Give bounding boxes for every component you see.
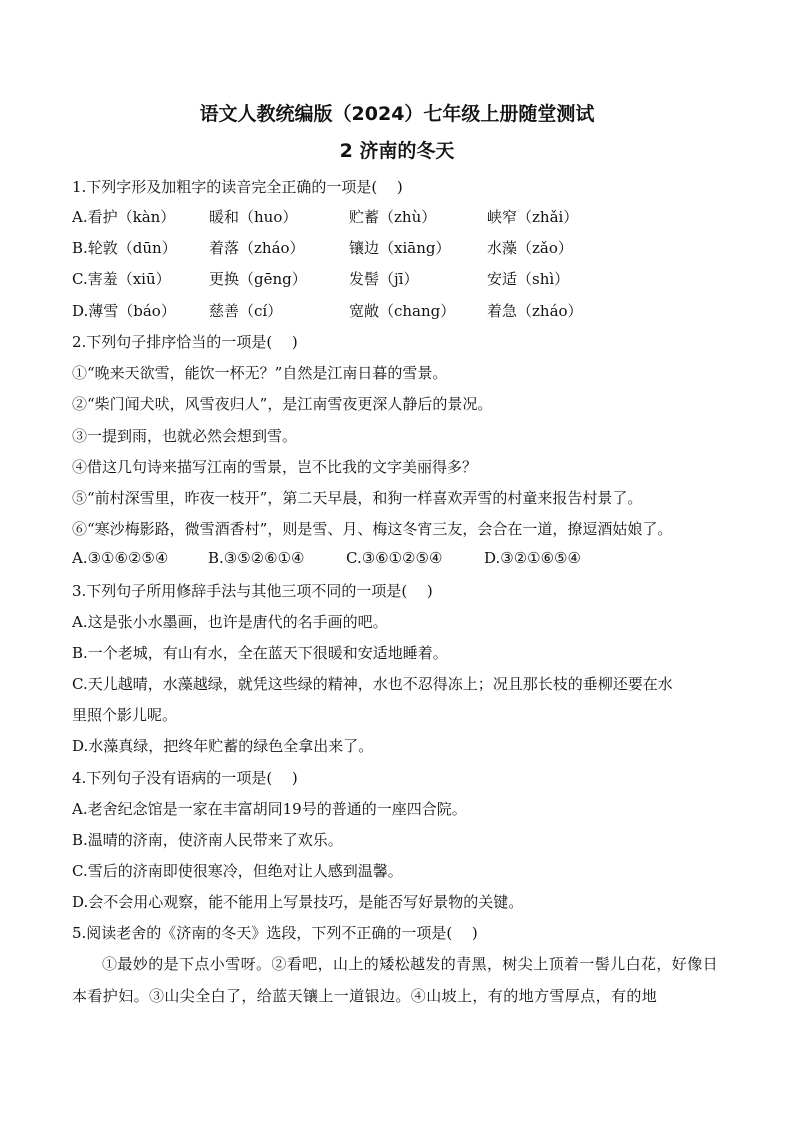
q1-cell: 宽敞（chang）	[349, 302, 456, 320]
q2-option: B.③⑤②⑥①④	[208, 549, 305, 567]
q1-cell: D.薄雪（báo）	[72, 302, 176, 320]
q2-option: D.③②①⑥⑤④	[484, 549, 581, 567]
q1-cell: 安适（shì）	[487, 270, 570, 288]
q4-option: C.雪后的济南即使很寒冷，但绝对让人感到温馨。	[72, 862, 403, 880]
q1-cell: 发髻（jī）	[349, 270, 419, 288]
q4-option: D.会不会用心观察，能不能用上写景技巧，是能否写好景物的关键。	[72, 893, 524, 911]
question-5-stem: 5.阅读老舍的《济南的冬天》选段，下列不正确的一项是( )	[72, 924, 478, 942]
q1-option-row-a	[72, 206, 732, 228]
q1-cell: 着急（zháo）	[487, 302, 583, 320]
question-2-stem: 2.下列句子排序恰当的一项是( )	[72, 333, 298, 351]
q2-sentence: ⑥“寒沙梅影路，微雪酒香村”，则是雪、月、梅这冬宵三友，会合在一道，撩逗酒姑娘了。	[72, 520, 673, 538]
q1-cell: 慈善（cí）	[209, 302, 283, 320]
q3-option: C.天儿越晴，水藻越绿，就凭这些绿的精神，水也不忍得冻上；况且那长枝的垂柳还要在水	[72, 675, 673, 693]
q1-cell: 镶边（xiāng）	[349, 239, 451, 257]
q1-cell: A.看护（kàn）	[72, 208, 176, 226]
q2-sentence: ⑤“前村深雪里，昨夜一枝开”，第二天早晨，和狗一样喜欢弄雪的村童来报告村景了。	[72, 489, 643, 507]
question-4-stem: 4.下列句子没有语病的一项是( )	[72, 769, 298, 787]
q1-cell: 贮蓄（zhù）	[349, 208, 437, 226]
q2-sentence: ③一提到雨，也就必然会想到雪。	[72, 427, 298, 445]
q1-cell: C.害羞（xiū）	[72, 270, 171, 288]
q1-option-row-c	[72, 268, 732, 290]
q1-cell: 水藻（zǎo）	[487, 239, 573, 257]
q1-cell: 峡窄（zhǎi）	[487, 208, 579, 226]
q1-cell: 更换（gēng）	[209, 270, 307, 288]
q3-option: A.这是张小水墨画，也许是唐代的名手画的吧。	[72, 613, 388, 631]
q4-option: B.温晴的济南，使济南人民带来了欢乐。	[72, 831, 343, 849]
question-1-stem: 1.下列字形及加粗字的读音完全正确的一项是( )	[72, 178, 403, 196]
q2-option: C.③⑥①②⑤④	[346, 549, 443, 567]
q2-sentence: ④借这几句诗来描写江南的雪景，岂不比我的文字美丽得多？	[72, 458, 478, 476]
q1-option-row-b	[72, 237, 732, 259]
lesson-subtitle: 2 济南的冬天	[339, 140, 455, 162]
q5-passage: ①最妙的是下点小雪呀。②看吧，山上的矮松越发的青黑，树尖上顶着一髻儿白花，好像日本看护妇。③山尖全白了，给蓝天镶上一道银边。④山坡上，有的地方雪厚点，有的地	[72, 955, 719, 1005]
q4-option: A.老舍纪念馆是一家在丰富胡同19号的普通的一座四合院。	[72, 800, 467, 818]
q1-option-row-d	[72, 300, 732, 322]
q1-cell: B.轮敦（dūn）	[72, 239, 177, 257]
q1-cell: 着落（zháo）	[209, 239, 305, 257]
q3-option: D.水藻真绿，把终年贮蓄的绿色全拿出来了。	[72, 737, 374, 755]
q3-option: B.一个老城，有山有水，全在蓝天下很暖和安适地睡着。	[72, 644, 448, 662]
q2-sentence: ①“晚来天欲雪，能饮一杯无？”自然是江南日暮的雪景。	[72, 364, 448, 382]
q2-option: A.③①⑥②⑤④	[72, 549, 169, 567]
q2-options-row	[72, 549, 732, 571]
q1-cell: 暖和（huo）	[209, 208, 298, 226]
q2-sentence: ②“柴门闻犬吠，风雪夜归人”，是江南雪夜更深人静后的景况。	[72, 395, 493, 413]
q3-option-continued: 里照个影儿呢。	[72, 706, 178, 724]
document-title: 语文人教统编版（2024）七年级上册随堂测试	[199, 103, 595, 125]
question-3-stem: 3.下列句子所用修辞手法与其他三项不同的一项是( )	[72, 582, 433, 600]
